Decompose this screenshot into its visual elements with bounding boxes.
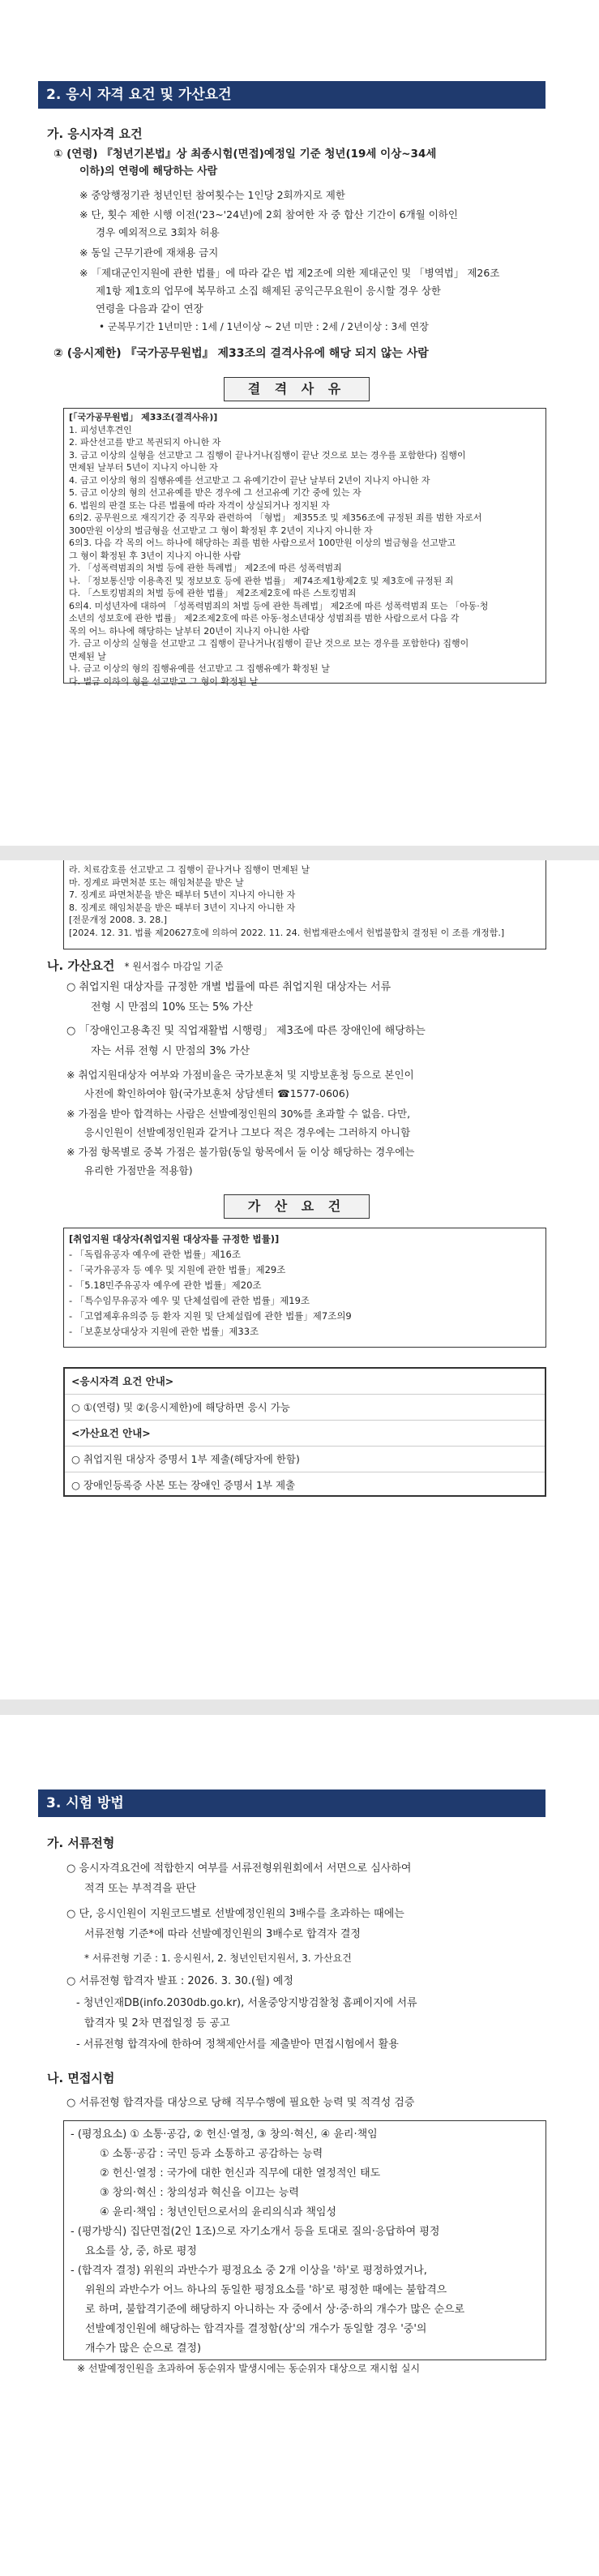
disq-line: 5. 금고 이상의 형의 선고유예를 받은 경우에 그 선고유예 기간 중에 있는 자: [69, 487, 362, 498]
eval-line: ② 헌신·열정 : 국가에 대한 헌신과 직무에 대한 열정적인 태도: [100, 2167, 381, 2180]
interview-evaluation-box: [63, 2120, 546, 2374]
subsection-document-screening-title: 가. 서류전형: [47, 1836, 115, 1850]
bonus-table-line: - 「5.18민주유공자 예우에 관한 법률」제20조: [69, 1279, 262, 1291]
eval-line: 선발예정인원에 해당하는 합격자를 결정함(상'의 개수가 동일할 경우 '중'의: [85, 2323, 427, 2335]
disq-line: [전문개정 2008. 3. 28.]: [69, 915, 168, 925]
disq-line: 8. 징계로 해임처분을 받은 때부터 3년이 지나지 아니한 자: [69, 902, 296, 913]
disq-line: 6. 법원의 판결 또는 다른 법률에 따라 자격이 상실되거나 정지된 자: [69, 499, 330, 511]
disq-line: 다. 「스토킹범죄의 처벌 등에 관한 법률」 제2조제2호에 따른 스토킹범죄: [69, 588, 357, 598]
guide-line: ○ 장애인등록증 사본 또는 장애인 증명서 1부 제출: [71, 1479, 296, 1491]
eval-line: ※ 선발예정인원을 초과하여 동순위자 발생시에는 동순위자 대상으로 재시험 실시: [77, 2363, 421, 2374]
guide-box: [63, 1367, 546, 1497]
disq-line: 가. 「성폭력범죄의 처벌 등에 관한 특례법」 제2조에 따른 성폭력범죄: [69, 563, 342, 573]
eval-line: ① 소통·공감 : 국민 등과 소통하고 공감하는 능력: [100, 2148, 323, 2160]
bonus-table-line: - 「고엽제후유의증 등 환자 지원 및 단체설립에 관한 법률」제7조의9: [69, 1310, 352, 1322]
subsection-bonus-heading: [47, 958, 223, 975]
section-2-title: 2. 응시 자격 요건 및 가산요건: [38, 81, 546, 109]
subsection-eligibility-title: 가. 응시자격 요건: [47, 126, 143, 141]
bonus-line: 응시인원이 선발예정인원과 같거나 그보다 적은 경우에는 그러하지 아니함: [84, 1126, 411, 1138]
eval-line: 개수가 많은 순으로 결정): [85, 2342, 202, 2355]
bonus-line: ※ 취업지원대상자 여부와 가점비율은 국가보훈처 및 지방보훈청 등으로 본인이: [66, 1069, 414, 1081]
note-line: 연령을 다음과 같이 연장: [96, 302, 203, 315]
disq-line: 라. 치료감호를 선고받고 그 집행이 끝나거나 집행이 면제된 날: [69, 864, 310, 875]
bonus-line: 자는 서류 전형 시 만점의 3% 가산: [91, 1045, 250, 1057]
disq-line: 3. 금고 이상의 실형을 선고받고 그 집행이 끝나거나(집행이 끝난 것으로 보는 경우를 포함한다) 집행이: [69, 449, 466, 461]
disq-line: 6의3. 다음 각 목의 어느 하나에 해당하는 죄를 범한 사람으로서 100만원 이상의 벌금형을 선고받고: [69, 538, 456, 548]
subsection-bonus-title: 나. 가산요건: [47, 958, 115, 973]
note-line: ※ 중앙행정기관 청년인턴 참여횟수는 1인당 2회까지로 제한: [79, 189, 345, 201]
guide-line: ○ ①(연령) 및 ②(응시제한)에 해당하면 응시 가능: [65, 1395, 545, 1421]
section-3-title: 3. 시험 방법: [38, 1789, 546, 1817]
doc-line: * 서류전형 기준 : 1. 응시원서, 2. 청년인턴지원서, 3. 가산요건: [84, 1952, 352, 1964]
disq-line: 마. 징계로 파면처분 또는 해임처분을 받은 날: [69, 877, 244, 888]
bonus-basis-note: * 원서접수 마감일 기준: [124, 961, 224, 972]
eval-line: - (합격자 결정) 위원의 과반수가 평정요소 중 2개 이상을 '하'로 평정하였거나,: [71, 2265, 427, 2277]
eval-line: ③ 창의·혁신 : 창의성과 혁신을 이끄는 능력: [100, 2187, 299, 2199]
disq-line: 6의4. 미성년자에 대하여 「성폭력범죄의 처벌 등에 관한 특례법」 제2조에 따른 성폭력범죄 또는 「아동·청: [69, 600, 489, 611]
disq-line: [2024. 12. 31. 법률 제20627호에 의하여 2022. 11. 24. 헌법재판소에서 헌법불합치 결정된 이 조를 개정함.]: [69, 927, 505, 938]
doc-line: 서류전형 기준*에 따라 선발예정인원의 3배수로 합격자 결정: [84, 1928, 361, 1940]
disq-line: 면제된 날부터 5년이 지나지 아니한 자: [69, 462, 218, 473]
interview-intro: ○ 서류전형 합격자를 대상으로 당해 직무수행에 필요한 능력 및 적격성 검증: [66, 2097, 415, 2109]
note-line: 경우 예외적으로 3회차 허용: [96, 226, 220, 238]
eval-line: - (평정요소) ① 소통·공감, ② 헌신·열정, ③ 창의·혁신, ④ 윤리·책임: [71, 2128, 378, 2141]
disq-line: 2. 파산선고를 받고 복권되지 아니한 자: [69, 437, 221, 448]
bonus-line: 전형 시 만점의 10% 또는 5% 가산: [91, 1001, 253, 1014]
doc-line: 적격 또는 부적격을 판단: [84, 1883, 196, 1895]
disq-line: 1. 피성년후견인: [69, 424, 132, 435]
doc-line: 합격자 및 2차 면접일정 등 공고: [84, 2017, 230, 2030]
eval-line: 위원의 과반수가 어느 하나의 동일한 평정요소를 '하'로 평정한 때에는 불합격으: [85, 2284, 447, 2296]
disq-line: 그 형이 확정된 후 3년이 지나지 아니한 사람: [69, 550, 242, 561]
bonus-table: [63, 1228, 546, 1348]
disqualification-box-cont: [63, 860, 546, 949]
note-line: ※ 「제대군인지원에 관한 법률」에 따라 같은 법 제2조에 의한 제대군인 및 「병역법」 제26조: [79, 267, 500, 279]
bonus-table-title: 가 산 요 건: [224, 1194, 370, 1219]
note-line: 제1항 제1호의 업무에 복무하고 소집 해제된 공익근무요원이 응시할 경우 상한: [96, 285, 441, 297]
eval-line: 요소를 상, 중, 하로 평정: [85, 2245, 197, 2257]
disqualification-box: [63, 408, 546, 687]
disq-line: 소년의 성보호에 관한 법률」 제2조제2호에 따른 아동·청소년대상 성범죄를 범한 사람으로서 다음 각: [69, 613, 460, 624]
bonus-line: ※ 가점을 받아 합격하는 사람은 선발예정인원의 30%를 초과할 수 없음. 다만,: [66, 1108, 411, 1120]
page-2: [0, 860, 599, 1699]
disq-line: 나. 「정보통신망 이용촉진 및 정보보호 등에 관한 법률」 제74조제1항제2호 및 제3호에 규정된 죄: [69, 575, 454, 586]
page-1: [0, 0, 599, 846]
disq-line: 7. 징계로 파면처분을 받은 때부터 5년이 지나지 아니한 자: [69, 889, 296, 900]
bonus-line: ※ 가점 항목별로 중복 가점은 불가함(동일 항목에서 둘 이상 해당하는 경우에는: [66, 1146, 415, 1158]
doc-line: - 서류전형 합격자에 한하여 정책제안서를 제출받아 면접시험에서 활용: [76, 2038, 399, 2051]
note-line: ※ 단, 횟수 제한 시행 이전('23~'24년)에 2회 참여한 자 중 합산 기간이 6개월 이하인: [79, 208, 458, 221]
doc-line: ○ 단, 응시인원이 지원코드별로 선발예정인원의 3배수를 초과하는 때에는: [66, 1908, 404, 1920]
age-requirement: ① (연령) 『청년기본법』상 최종시험(면접)예정일 기준 청년(19세 이상~34세: [53, 148, 437, 161]
doc-line: ○ 응시자격요건에 적합한지 여부를 서류전형위원회에서 서면으로 심사하여: [66, 1862, 412, 1875]
bonus-table-line: [취업지원 대상자(취업지원 대상자를 규정한 법률)]: [69, 1233, 280, 1245]
bonus-table-line: - 「독립유공자 예우에 관한 법률」제16조: [69, 1249, 241, 1260]
bonus-line: 유리한 가점만을 적용함): [84, 1164, 193, 1177]
doc-line: - 청년인재DB(info.2030db.go.kr), 서울중앙지방검찰청 홈페이지에 서류: [76, 1997, 417, 2009]
eval-line: 로 하며, 불합격기준에 해당하지 아니하는 자 중에서 상·중·하의 개수가 많은 순으로: [85, 2304, 465, 2316]
subsection-interview-title: 나. 면접시험: [47, 2071, 115, 2085]
disq-line: 가. 금고 이상의 실형을 선고받고 그 집행이 끝나거나(집행이 끝난 것으로 보는 경우를 포함한다) 집행이: [69, 638, 469, 649]
disq-line: [「국가공무원법」 제33조(결격사유)]: [69, 412, 218, 422]
bonus-table-line: - 「국가유공자 등 예우 및 지원에 관한 법률」제29조: [69, 1264, 286, 1275]
bonus-table-line: - 「특수임무유공자 예우 및 단체설립에 관한 법률」제19조: [69, 1295, 310, 1306]
bonus-table-line: - 「보훈보상대상자 지원에 관한 법률」제33조: [69, 1326, 259, 1337]
guide-line: <가산요건 안내>: [65, 1421, 545, 1447]
disq-line: 6의2. 공무원으로 재직기간 중 직무와 관련하여 「형법」 제355조 및 제356조에 규정된 죄를 범한 자로서: [69, 512, 482, 523]
disq-line: 4. 금고 이상의 형의 집행유예를 선고받고 그 유예기간이 끝난 날부터 2년이 지나지 아니한 자: [69, 474, 430, 486]
disq-line: 다. 벌금 이하의 형을 선고받고 그 형이 확정된 날: [69, 675, 259, 687]
bonus-line: ○ 「장애인고용촉진 및 직업재활법 시행령」 제3조에 따른 장애인에 해당하는: [66, 1025, 426, 1037]
bonus-line: 사전에 확인하여야 함(국가보훈처 상담센터 ☎1577-0606): [84, 1087, 349, 1099]
disqualification-table-title: 결 격 사 유: [224, 377, 370, 401]
bonus-line: ○ 취업지원 대상자를 규정한 개별 법률에 따른 취업지원 대상자는 서류: [66, 981, 391, 993]
eval-line: ④ 윤리·책임 : 청년인턴으로서의 윤리의식과 책임성: [100, 2206, 336, 2218]
disq-line: 300만원 이상의 벌금형을 선고받고 그 형이 확정된 후 2년이 지나지 아니한 자: [69, 525, 373, 536]
doc-line: ○ 서류전형 합격자 발표 : 2026. 3. 30.(월) 예정: [66, 1975, 293, 1987]
age-requirement-cont: 이하)의 연령에 해당하는 사람: [79, 165, 218, 178]
page-3: [0, 1715, 599, 2576]
guide-line: ○ 취업지원 대상자 증명서 1부 제출(해당자에 한함): [65, 1447, 545, 1472]
eval-line: - (평가방식) 집단면접(2인 1조)으로 자기소개서 등을 토대로 질의·응답하여 평정: [71, 2226, 440, 2238]
disq-line: 나. 금고 이상의 형의 집행유예를 선고받고 그 집행유예가 확정된 날: [69, 663, 330, 674]
disq-line: 면제된 날: [69, 650, 107, 662]
guide-line: <응시자격 요건 안내>: [65, 1369, 545, 1395]
disqualification-requirement: ② (응시제한) 『국가공무원법』 제33조의 결격사유에 해당 되지 않는 사람: [53, 347, 429, 360]
note-line: • 군복무기간 1년미만 : 1세 / 1년이상 ~ 2년 미만 : 2세 / 2년이상 : 3세 연장: [99, 321, 429, 332]
disq-line: 목의 어느 하나에 해당하는 날부터 20년이 지나지 아니한 사람: [69, 625, 310, 636]
note-line: ※ 동일 근무기관에 재채용 금지: [79, 246, 219, 259]
